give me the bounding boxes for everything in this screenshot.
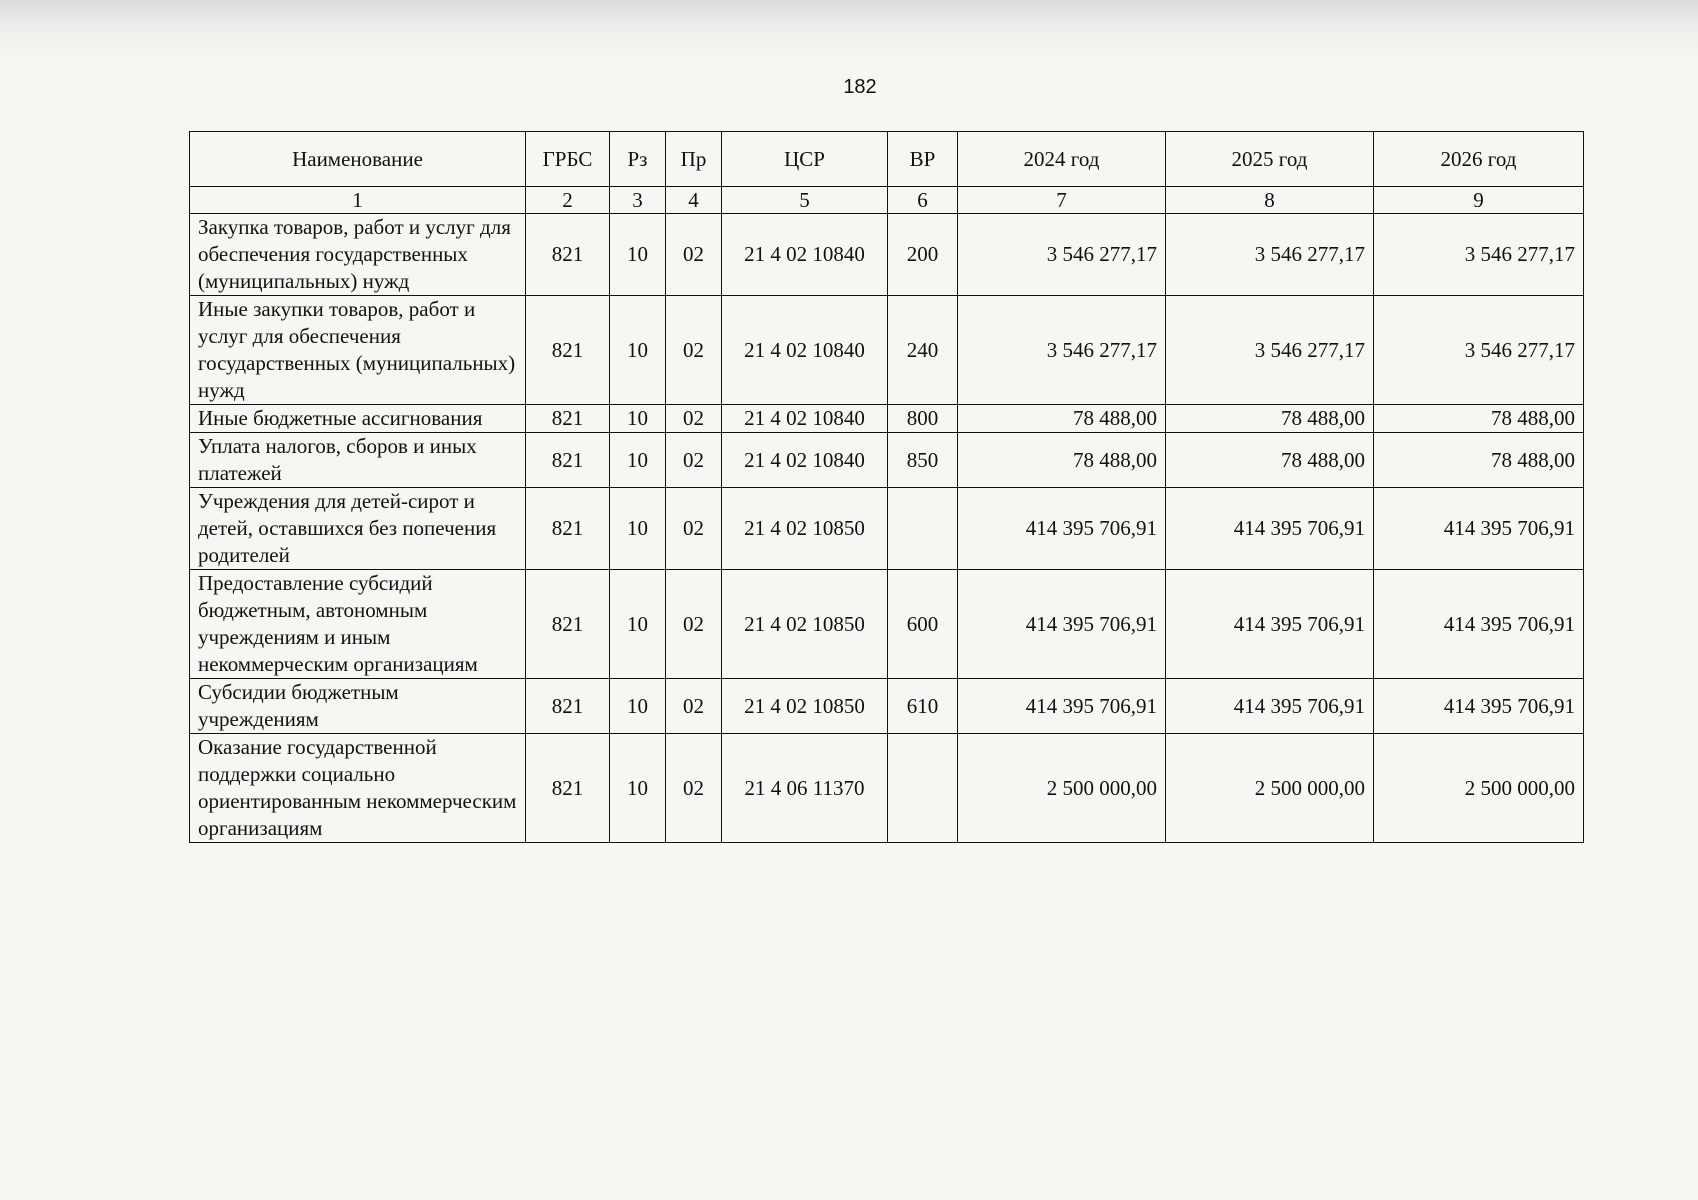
cell-csr: 21 4 02 10850 <box>722 570 888 679</box>
cell-csr: 21 4 02 10840 <box>722 214 888 296</box>
cell-csr: 21 4 02 10850 <box>722 488 888 570</box>
cell-csr: 21 4 06 11370 <box>722 734 888 843</box>
cell-2024: 414 395 706,91 <box>958 570 1166 679</box>
cell-grbs: 821 <box>526 734 610 843</box>
header-vr: ВР <box>888 132 958 187</box>
cell-2026: 78 488,00 <box>1374 433 1584 488</box>
cell-csr: 21 4 02 10840 <box>722 405 888 433</box>
cell-pr: 02 <box>666 488 722 570</box>
header-grbs: ГРБС <box>526 132 610 187</box>
cell-pr: 02 <box>666 433 722 488</box>
page-number: 182 <box>843 76 877 98</box>
cell-name: Предоставление субсидий бюджетным, автономным учреждениям и иным некоммерческим организациям <box>190 570 526 679</box>
cell-name: Оказание государственной поддержки социально ориентированным некоммерческим организациям <box>190 734 526 843</box>
cell-name: Уплата налогов, сборов и иных платежей <box>190 433 526 488</box>
cell-grbs: 821 <box>526 433 610 488</box>
cell-2024: 414 395 706,91 <box>958 679 1166 734</box>
cell-vr <box>888 734 958 843</box>
cell-2024: 3 546 277,17 <box>958 296 1166 405</box>
cell-grbs: 821 <box>526 405 610 433</box>
cell-name: Иные закупки товаров, работ и услуг для обеспечения государственных (муниципальных) нужд <box>190 296 526 405</box>
column-number: 8 <box>1166 187 1374 214</box>
header-2025: 2025 год <box>1166 132 1374 187</box>
cell-2025: 78 488,00 <box>1166 433 1374 488</box>
cell-2026: 414 395 706,91 <box>1374 488 1584 570</box>
cell-grbs: 821 <box>526 296 610 405</box>
header-name: Наименование <box>190 132 526 187</box>
header-rz: Рз <box>610 132 666 187</box>
table-row <box>190 570 1584 679</box>
cell-2025: 414 395 706,91 <box>1166 488 1374 570</box>
cell-vr: 610 <box>888 679 958 734</box>
cell-name: Субсидии бюджетным учреждениям <box>190 679 526 734</box>
cell-2026: 414 395 706,91 <box>1374 679 1584 734</box>
budget-table <box>189 131 1584 843</box>
header-row <box>190 132 1584 187</box>
cell-rz: 10 <box>610 296 666 405</box>
cell-pr: 02 <box>666 734 722 843</box>
cell-csr: 21 4 02 10840 <box>722 296 888 405</box>
cell-2024: 78 488,00 <box>958 405 1166 433</box>
cell-vr: 200 <box>888 214 958 296</box>
cell-2024: 3 546 277,17 <box>958 214 1166 296</box>
column-number: 5 <box>722 187 888 214</box>
cell-2026: 3 546 277,17 <box>1374 214 1584 296</box>
cell-2026: 414 395 706,91 <box>1374 570 1584 679</box>
cell-2026: 3 546 277,17 <box>1374 296 1584 405</box>
cell-csr: 21 4 02 10850 <box>722 679 888 734</box>
cell-rz: 10 <box>610 570 666 679</box>
header-pr: Пр <box>666 132 722 187</box>
cell-vr: 240 <box>888 296 958 405</box>
cell-grbs: 821 <box>526 214 610 296</box>
column-number: 7 <box>958 187 1166 214</box>
cell-name: Закупка товаров, работ и услуг для обеспечения государственных (муниципальных) нужд <box>190 214 526 296</box>
cell-pr: 02 <box>666 679 722 734</box>
header-2024: 2024 год <box>958 132 1166 187</box>
cell-vr: 800 <box>888 405 958 433</box>
cell-rz: 10 <box>610 679 666 734</box>
cell-rz: 10 <box>610 488 666 570</box>
column-number: 6 <box>888 187 958 214</box>
cell-rz: 10 <box>610 405 666 433</box>
column-number: 1 <box>190 187 526 214</box>
cell-grbs: 821 <box>526 679 610 734</box>
column-number-row <box>190 187 1584 214</box>
table-row <box>190 734 1584 843</box>
cell-pr: 02 <box>666 214 722 296</box>
cell-csr: 21 4 02 10840 <box>722 433 888 488</box>
cell-vr: 850 <box>888 433 958 488</box>
column-number: 4 <box>666 187 722 214</box>
table-row <box>190 433 1584 488</box>
cell-2025: 2 500 000,00 <box>1166 734 1374 843</box>
cell-2024: 78 488,00 <box>958 433 1166 488</box>
cell-2024: 414 395 706,91 <box>958 488 1166 570</box>
cell-2025: 414 395 706,91 <box>1166 570 1374 679</box>
cell-grbs: 821 <box>526 570 610 679</box>
column-number: 3 <box>610 187 666 214</box>
scan-edge-shadow <box>0 0 1698 60</box>
table-row <box>190 488 1584 570</box>
cell-rz: 10 <box>610 734 666 843</box>
cell-2025: 3 546 277,17 <box>1166 296 1374 405</box>
cell-2025: 3 546 277,17 <box>1166 214 1374 296</box>
cell-2025: 414 395 706,91 <box>1166 679 1374 734</box>
cell-pr: 02 <box>666 570 722 679</box>
cell-name: Иные бюджетные ассигнования <box>190 405 526 433</box>
cell-pr: 02 <box>666 405 722 433</box>
column-number: 2 <box>526 187 610 214</box>
header-csr: ЦСР <box>722 132 888 187</box>
cell-2025: 78 488,00 <box>1166 405 1374 433</box>
table-row <box>190 296 1584 405</box>
cell-name: Учреждения для детей-сирот и детей, оставшихся без попечения родителей <box>190 488 526 570</box>
table-row <box>190 405 1584 433</box>
cell-vr <box>888 488 958 570</box>
cell-vr: 600 <box>888 570 958 679</box>
cell-2026: 2 500 000,00 <box>1374 734 1584 843</box>
cell-rz: 10 <box>610 433 666 488</box>
cell-grbs: 821 <box>526 488 610 570</box>
column-number: 9 <box>1374 187 1584 214</box>
header-2026: 2026 год <box>1374 132 1584 187</box>
table-row <box>190 214 1584 296</box>
cell-pr: 02 <box>666 296 722 405</box>
cell-2026: 78 488,00 <box>1374 405 1584 433</box>
cell-2024: 2 500 000,00 <box>958 734 1166 843</box>
table-row <box>190 679 1584 734</box>
cell-rz: 10 <box>610 214 666 296</box>
